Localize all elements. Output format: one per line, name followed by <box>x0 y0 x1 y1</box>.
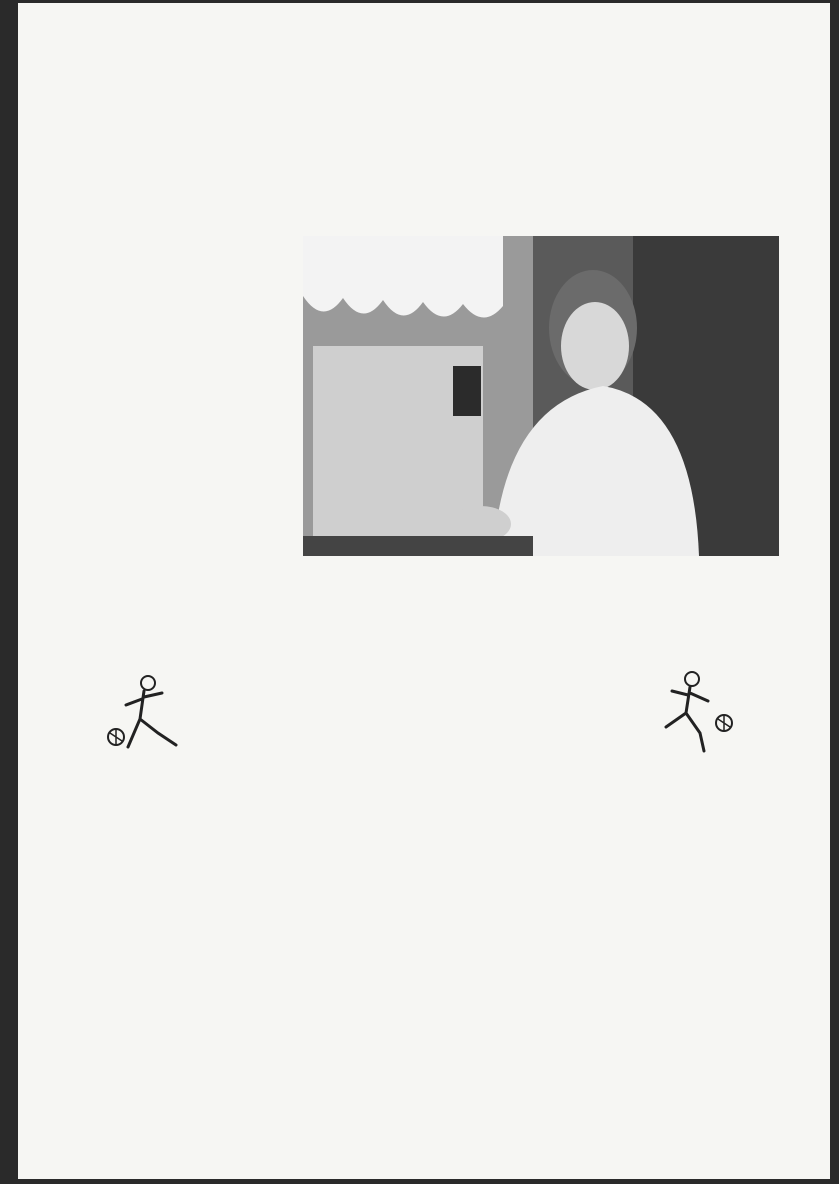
article-column-1 <box>54 43 282 139</box>
runner-icon <box>642 669 736 759</box>
magazine-page <box>18 3 830 1179</box>
article-title <box>54 43 282 119</box>
photo-husmor <box>303 236 779 556</box>
article-column-3 <box>549 43 779 58</box>
runner-icon <box>104 671 194 767</box>
